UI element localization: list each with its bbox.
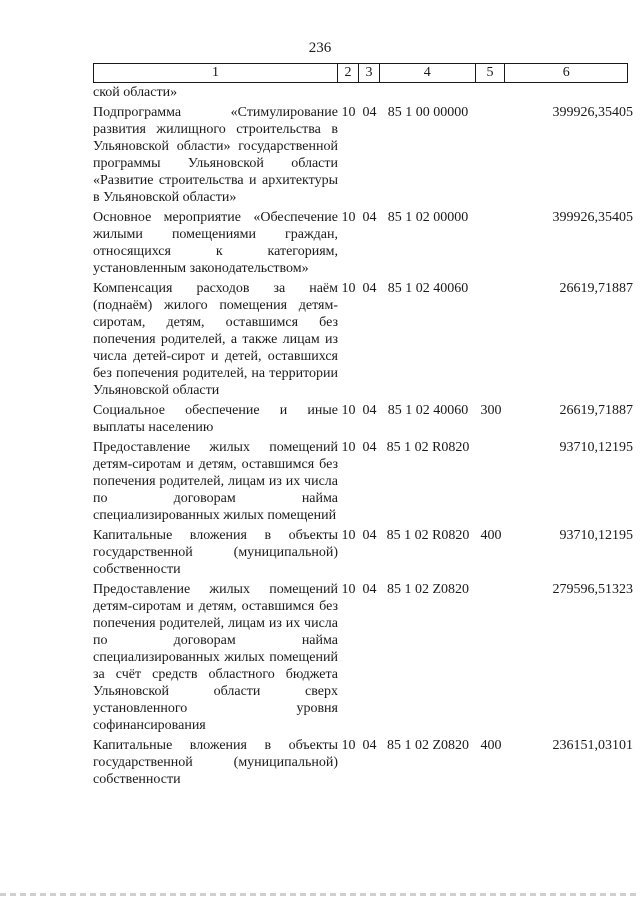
table-body xyxy=(93,84,633,791)
row-target-code: 85 1 02 40060 xyxy=(387,281,469,296)
row-subsection: 04 xyxy=(362,528,377,543)
row-target-code: 85 1 02 Z0820 xyxy=(386,738,470,753)
row-name: Социальное обеспечение и иные выплаты населению xyxy=(93,403,338,435)
header-col-4: 4 xyxy=(380,64,476,82)
row-target-code: 85 1 00 00000 xyxy=(387,105,469,120)
table-row xyxy=(93,280,633,399)
row-subsection: 04 xyxy=(362,210,377,225)
row-name: Подпрограмма «Стимулирование развития жилищного строительства в Ульяновской области» государственной программы Ульяновской области «Развитие строительства и архитектуры в Ульяновской области» xyxy=(93,105,338,205)
row-name: Капитальные вложения в объекты государственной (муниципальной) собственности xyxy=(93,528,338,577)
scan-edge xyxy=(0,893,640,896)
row-sum: 399926,35405 xyxy=(552,210,633,225)
row-sum: 93710,12195 xyxy=(559,440,633,455)
row-target-code: 85 1 02 Z0820 xyxy=(386,582,470,597)
row-expense-type xyxy=(476,209,506,277)
row-name: Основное мероприятие «Обеспечение жилыми помещениями граждан, относящихся к категориям, установленным законодательством» xyxy=(93,210,338,276)
row-sum: 26619,71887 xyxy=(559,403,633,418)
table-row xyxy=(93,104,633,206)
row-expense-type: 300 xyxy=(480,403,502,418)
table-row xyxy=(93,209,633,277)
table-row xyxy=(93,527,633,578)
row-sum: 93710,12195 xyxy=(559,528,633,543)
header-col-2: 2 xyxy=(338,64,359,82)
table-row xyxy=(93,581,633,734)
row-target-code: 85 1 02 R0820 xyxy=(386,440,470,455)
row-expense-type: 400 xyxy=(480,528,502,543)
header-col-3: 3 xyxy=(359,64,380,82)
header-col-5: 5 xyxy=(476,64,506,82)
row-expense-type xyxy=(476,104,506,206)
row-name: Предоставление жилых помещений детям-сиротам и детям, оставшимся без попечения родителей, лицам из их числа по договорам найма специализированных жилых помещений xyxy=(93,440,338,523)
row-section: 10 xyxy=(341,210,356,225)
row-target-code: 85 1 02 R0820 xyxy=(386,528,470,543)
row-subsection: 04 xyxy=(362,738,377,753)
row-expense-type xyxy=(476,280,506,399)
row-subsection: 04 xyxy=(362,281,377,296)
row-subsection: 04 xyxy=(362,582,377,597)
row-sum: 399926,35405 xyxy=(552,105,633,120)
table-row xyxy=(93,439,633,524)
row-section: 10 xyxy=(341,582,356,597)
row-section: 10 xyxy=(341,105,356,120)
header-col-1: 1 xyxy=(94,64,338,82)
row-section: 10 xyxy=(341,738,356,753)
row-section: 10 xyxy=(341,281,356,296)
row-sum: 279596,51323 xyxy=(552,582,633,597)
table-header xyxy=(93,63,628,83)
row-section: 10 xyxy=(341,440,356,455)
row-subsection: 04 xyxy=(362,403,377,418)
row-name: Капитальные вложения в объекты государственной (муниципальной) собственности xyxy=(93,738,338,787)
row-target-code: 85 1 02 40060 xyxy=(387,403,469,418)
row-sum: 26619,71887 xyxy=(559,281,633,296)
row-target-code: 85 1 02 00000 xyxy=(387,210,469,225)
row-section: 10 xyxy=(341,528,356,543)
row-expense-type: 400 xyxy=(480,738,502,753)
header-col-6: 6 xyxy=(562,65,570,80)
continuation-row xyxy=(93,84,633,101)
table-row xyxy=(93,402,633,436)
page-number: 236 xyxy=(308,40,332,56)
table-rows xyxy=(93,104,633,788)
row-expense-type xyxy=(476,439,506,524)
row-subsection: 04 xyxy=(362,440,377,455)
table-row xyxy=(93,737,633,788)
row-expense-type xyxy=(476,581,506,734)
row-sum: 236151,03101 xyxy=(552,738,633,753)
row-name: Компенсация расходов за наём (поднаём) жилого помещения детям-сиротам, детям, оставшимся без попечения родителей, а также лицам из числа детей-сирот и детей, оставшихся без попечения родителей, на территории Ульяновской области xyxy=(93,281,338,398)
row-subsection: 04 xyxy=(362,105,377,120)
row-section: 10 xyxy=(341,403,356,418)
continuation-text: ской области» xyxy=(93,85,178,100)
row-name: Предоставление жилых помещений детям-сиротам и детям, оставшимся без попечения родителей, лицам из их числа по договорам найма специализированных жилых помещений за счёт средств областного бюджета Ульяновской области сверх установленного уровня софинансирования xyxy=(93,582,338,733)
